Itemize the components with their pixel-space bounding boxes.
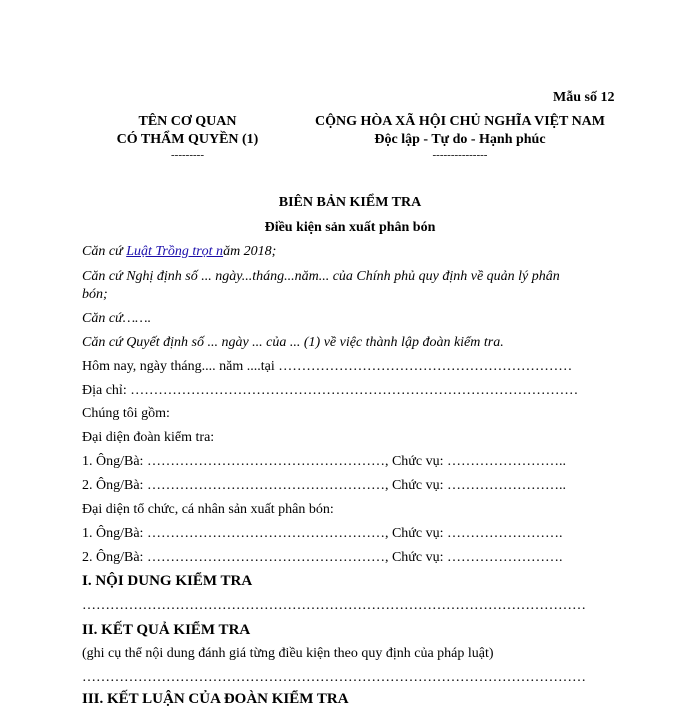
org-member-1: 1. Ông/Bà: ……………………………………………, Chức vụ: …………………….	[82, 526, 563, 541]
basis-law	[82, 243, 276, 261]
org-member-2: 2. Ông/Bà: ……………………………………………, Chức vụ: …………………….	[82, 550, 563, 565]
republic-name: CỘNG HÒA XÃ HỘI CHỦ NGHĨA VIỆT NAM	[314, 114, 605, 129]
attendees-heading: Chúng tôi gồm:	[82, 406, 170, 421]
law-link[interactable]: Luật Trồng trọt n	[126, 244, 224, 259]
basis-law-suffix: ăm 2018;	[223, 244, 277, 259]
basis-decree-line1: Căn cứ Nghị định số ... ngày...tháng...năm... của Chính phủ quy định về quản lý phân	[82, 269, 560, 284]
document-subtitle: Điều kiện sản xuất phân bón	[264, 220, 436, 235]
form-number: Mẫu số 12	[553, 90, 615, 105]
section-1-heading: I. NỘI DUNG KIỂM TRA	[82, 573, 253, 589]
section-3-heading: III. KẾT LUẬN CỦA ĐOÀN KIỂM TRA	[82, 691, 349, 707]
section-2-heading: II. KẾT QUẢ KIỂM TRA	[82, 622, 251, 638]
national-motto: Độc lập - Tự do - Hạnh phúc	[374, 132, 546, 147]
republic-rule: ---------------	[432, 149, 488, 161]
agency-name-line1: TÊN CƠ QUAN	[138, 114, 237, 129]
basis-law-prefix: Căn cứ	[82, 244, 127, 259]
basis-decision: Căn cứ Quyết định số ... ngày ... của ... (1) về việc thành lập đoàn kiểm tra.	[82, 335, 504, 350]
section-2-dots: ………………………………………………………………………………………………	[82, 670, 586, 685]
basis-other: Căn cứ…….	[82, 311, 152, 326]
team-member-2: 2. Ông/Bà: ……………………………………………, Chức vụ: ……………………..	[82, 478, 566, 493]
section-2-note: (ghi cụ thể nội dung đánh giá từng điều kiện theo quy định của pháp luật)	[82, 646, 494, 661]
section-1-dots: ………………………………………………………………………………………………	[82, 598, 586, 613]
basis-decree-line2: bón;	[82, 287, 108, 302]
date-place-line: Hôm nay, ngày tháng.... năm ....tại ………………………………………………………	[82, 359, 573, 374]
inspection-team-heading: Đại diện đoàn kiểm tra:	[82, 430, 215, 445]
agency-rule: ---------	[171, 149, 204, 161]
organization-heading: Đại diện tổ chức, cá nhân sản xuất phân bón:	[82, 502, 334, 517]
team-member-1: 1. Ông/Bà: ……………………………………………, Chức vụ: ……………………..	[82, 454, 566, 469]
address-line: Địa chỉ: ……………………………………………………………………………………	[82, 383, 579, 398]
agency-name-line2: CÓ THẨM QUYỀN (1)	[116, 132, 259, 147]
document-title: BIÊN BẢN KIỂM TRA	[278, 195, 422, 210]
